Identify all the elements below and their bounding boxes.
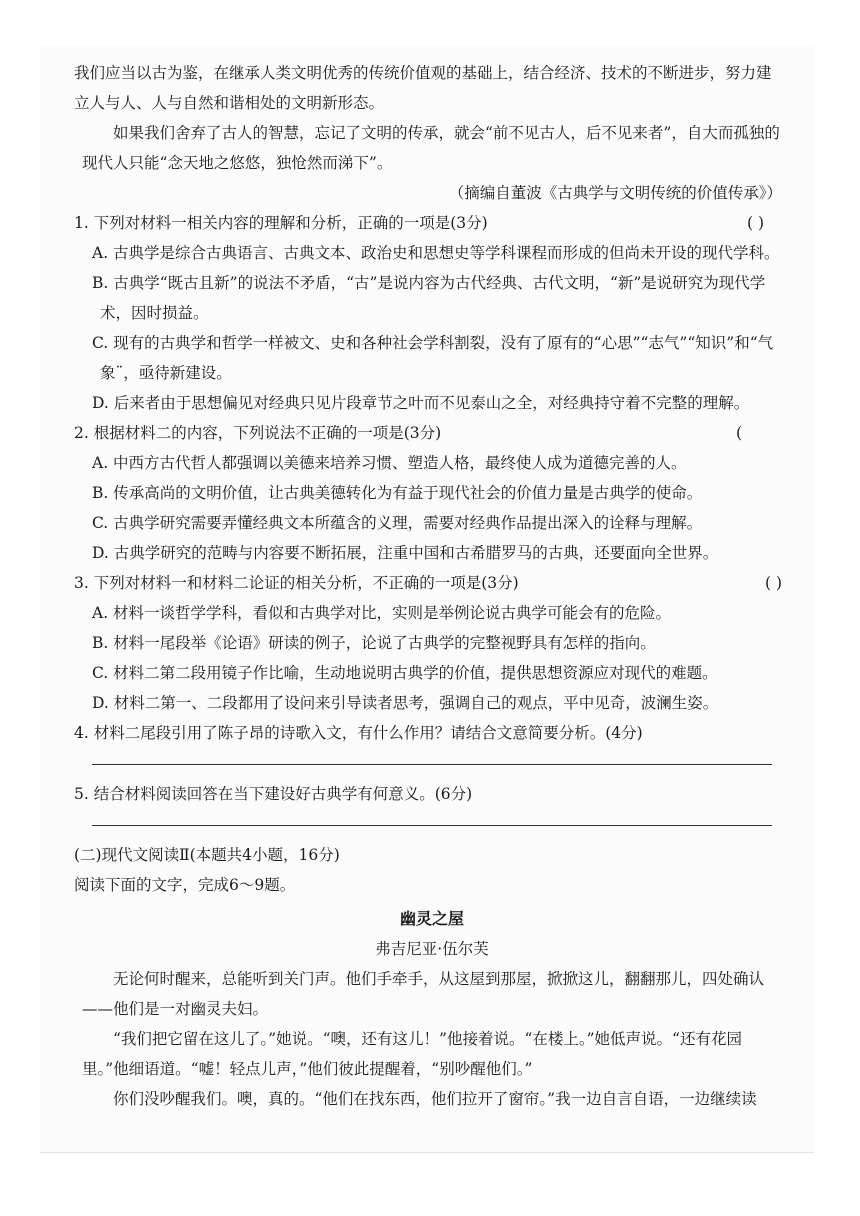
question-5: 5. 结合材料阅读回答在当下建设好古典学有何意义。(6分) <box>74 785 473 803</box>
option-d: D. 后来者由于思想偏见对经典只见片段章节之叶而不见泰山之全，对经典持守着不完整的理解。 <box>92 394 750 412</box>
option-b: B. 传承高尚的文明价值，让古典美德转化为有益于现代社会的价值力量是古典学的使命。 <box>92 484 703 502</box>
answer-bracket: ( <box>735 424 742 442</box>
story-paragraph: 你们没吵醒我们。噢，真的。“他们在找东西，他们拉开了窗帘。”我一边自言自语，一边继续读 <box>113 1090 757 1108</box>
option-a: A. 中西方古代哲人都强调以美德来培养习惯、塑造人格，最终使人成为道德完善的人。 <box>92 454 687 472</box>
option-c: C. 材料二第二段用镜子作比喻，生动地说明古典学的价值，提供思想资源应对现代的难题。 <box>92 664 718 682</box>
option-b: B. 材料一尾段举《论语》研读的例子，论说了古典学的完整视野具有怎样的指向。 <box>92 634 656 652</box>
question-stem: 1. 下列对材料一相关内容的理解和分析，正确的一项是(3分) <box>74 214 488 232</box>
material-paragraph: 我们应当以古为鉴，在继承人类文明优秀的传统价值观的基础上，结合经济、技术的不断进步，努力建立人与人、人与自然和谐相处的文明新形态。 <box>74 64 772 112</box>
story-paragraph: 无论何时醒来，总能听到关门声。他们手牵手，从这屋到那屋，掀掀这儿，翻翻那儿，四处确认——他们是一对幽灵夫妇。 <box>82 970 765 1018</box>
exam-content <box>74 58 782 1114</box>
material-paragraph: 如果我们舍弃了古人的智慧，忘记了文明的传承，就会“前不见古人，后不见来者”，自大而孤独的现代人只能“念天地之悠悠，独怆然而涕下”。 <box>82 124 780 172</box>
answer-bracket: ( ) <box>764 574 782 592</box>
answer-line[interactable] <box>92 764 772 765</box>
question-1 <box>74 208 782 238</box>
answer-bracket: ( ) <box>746 214 764 232</box>
option-d: D. 古典学研究的范畴与内容要不断拓展，注重中国和古希腊罗马的古典，还要面向全世界。 <box>92 544 719 562</box>
source-citation: （摘编自董波《古典学与文明传统的价值传承》） <box>448 184 782 202</box>
instruction: 阅读下面的文字，完成6～9题。 <box>74 876 296 894</box>
option-a: A. 古典学是综合古典语言、古典文本、政治史和思想史等学科课程而形成的但尚未开设的现代学科。 <box>92 244 780 262</box>
option-a: A. 材料一谈哲学学科，看似和古典学对比，实则是举例论说古典学可能会有的危险。 <box>92 604 672 622</box>
option-d: D. 材料二第一、二段都用了设问来引导读者思考，强调自己的观点，平中见奇，波澜生姿。 <box>92 694 719 712</box>
question-stem: 3. 下列对材料一和材料二论证的相关分析，不正确的一项是(3分) <box>74 574 519 592</box>
option-c: C. 现有的古典学和哲学一样被文、史和各种社会学科割裂，没有了原有的“心思”“志气”“知识”和“气象¨，亟待新建设。 <box>92 334 774 382</box>
question-4: 4. 材料二尾段引用了陈子昂的诗歌入文，有什么作用？请结合文意简要分析。(4分) <box>74 724 643 742</box>
option-c: C. 古典学研究需要弄懂经典文本所蕴含的义理，需要对经典作品提出深入的诠释与理解。 <box>92 514 703 532</box>
story-author: 弗吉尼亚·伍尔芙 <box>375 940 489 958</box>
answer-line[interactable] <box>92 825 772 826</box>
story-paragraph: “我们把它留在这儿了。”她说。“噢，还有这儿！”他接着说。“在楼上。”她低声说。“还有花园里。”他细语道。“嘘！轻点儿声，”他们彼此提醒着，“别吵醒他们。” <box>82 1030 742 1078</box>
section-heading: (二)现代文阅读Ⅱ(本题共4小题，16分) <box>74 846 340 864</box>
story-title: 幽灵之屋 <box>399 909 464 928</box>
question-stem: 2. 根据材料二的内容，下列说法不正确的一项是(3分) <box>74 424 442 442</box>
question-3 <box>74 568 782 598</box>
question-2 <box>74 418 782 448</box>
option-b: B. 古典学“既古且新”的说法不矛盾，“古”是说内容为古代经典、古代文明，“新”是说研究为现代学术，因时损益。 <box>92 274 766 322</box>
